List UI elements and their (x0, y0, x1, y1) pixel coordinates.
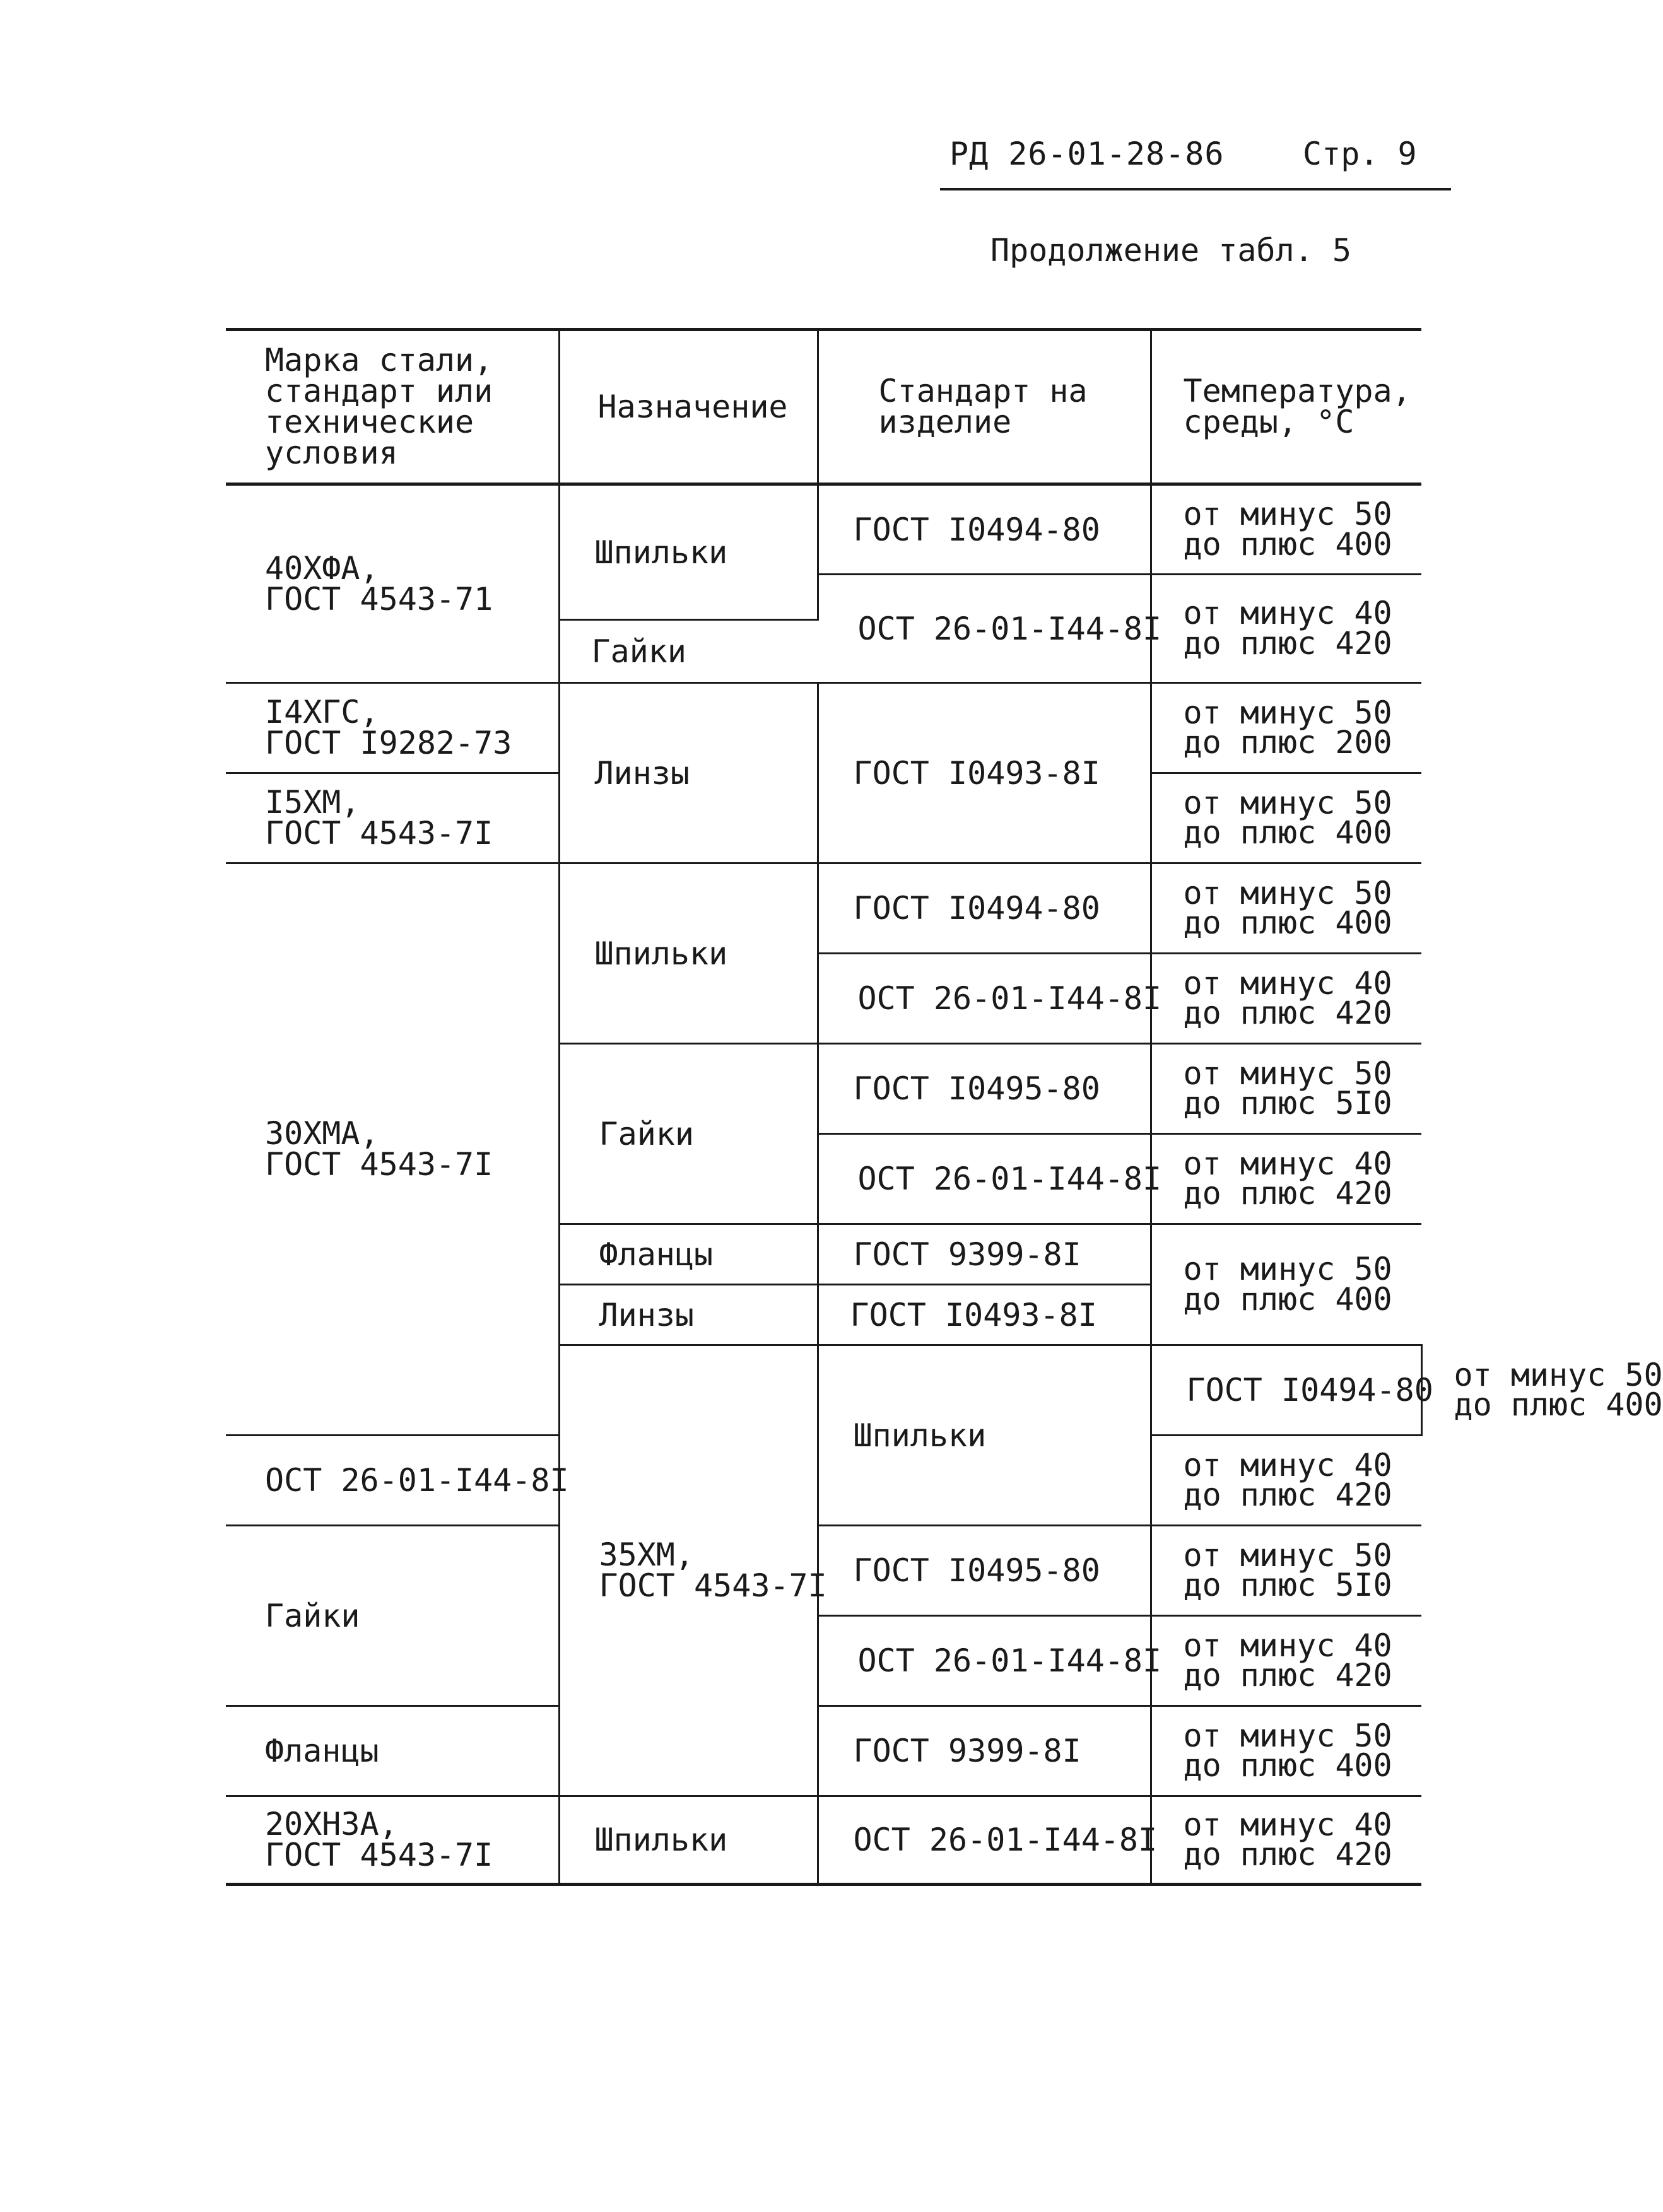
temperature-cell: от минус 40 до плюс 420 (1151, 954, 1421, 1044)
purpose-cell: Линзы (559, 1285, 818, 1345)
steel-grade-cell: I5ХМ, ГОСТ 4543-7I (226, 773, 559, 863)
purpose-cell: Шпильки (559, 1796, 818, 1885)
product-standard-cell: ГОСТ 9399-8I (818, 1224, 1151, 1285)
temperature-cell: от минус 50 до плюс 400 (1151, 1224, 1421, 1345)
document-code: РД 26-01-28-86 (949, 136, 1225, 172)
table-row (226, 484, 1421, 575)
temperature-cell: от минус 50 до плюс 5I0 (1151, 1044, 1421, 1134)
temperature-cell: от минус 50 до плюс 400 (1151, 1706, 1421, 1796)
temperature-cell: от минус 50 до плюс 400 (1151, 773, 1421, 863)
product-standard-cell: ГОСТ 9399-8I (818, 1706, 1151, 1796)
header-temperature: Температура, среды, °С (1151, 330, 1421, 484)
temperature-cell: от минус 40 до плюс 420 (1151, 1796, 1421, 1885)
table-header-row (226, 330, 1421, 484)
page-number: Стр. 9 (1303, 136, 1417, 172)
steel-grade-cell: 40ХФА, ГОСТ 4543-71 (226, 484, 559, 683)
purpose-cell: Гайки (226, 1526, 559, 1706)
purpose-cell: Шпильки (559, 484, 818, 620)
temperature-cell: от минус 50 до плюс 400 (1151, 484, 1421, 575)
temperature-cell: от минус 40 до плюс 420 (1151, 575, 1421, 683)
purpose-cell: Линзы (559, 683, 818, 863)
purpose-cell: Шпильки (559, 863, 818, 1044)
product-standard-cell: ОСТ 26-01-I44-8I (226, 1436, 559, 1526)
purpose-cell: Фланцы (559, 1224, 818, 1285)
purpose-cell: Гайки (559, 1044, 818, 1224)
header-purpose: Назначение (559, 330, 818, 484)
product-standard-cell: ГОСТ I0493-8I (818, 1285, 1151, 1345)
table-row: 35ХМ, ГОСТ 4543-7I Шпильки ГОСТ I0494-80 от минус 50 до плюс 400 (226, 1345, 1421, 1436)
product-standard-cell: ГОСТ I0494-80 (818, 484, 1151, 575)
product-standard-cell: ОСТ 26-01-I44-8I (818, 1134, 1151, 1224)
product-standard-cell: ГОСТ I0495-80 (818, 1526, 1151, 1616)
product-standard-cell: ГОСТ I0494-80 (818, 863, 1151, 954)
product-standard-cell: ОСТ 26-01-I44-8I (818, 954, 1151, 1044)
product-standard-cell: ГОСТ I0495-80 (818, 1044, 1151, 1134)
header-steel-grade: Марка стали, стандарт или технические условия (226, 330, 559, 484)
steel-grade-cell: 30ХМА, ГОСТ 4543-7I (226, 863, 559, 1436)
temperature-cell: от минус 50 до плюс 400 (1151, 863, 1421, 954)
temperature-cell: от минус 40 до плюс 420 (1151, 1616, 1421, 1706)
temperature-cell: от минус 40 до плюс 420 (1151, 1436, 1421, 1526)
product-standard-cell: ОСТ 26-01-I44-8I (818, 1796, 1151, 1885)
steel-grade-cell: 20ХН3А, ГОСТ 4543-7I (226, 1796, 559, 1885)
temperature-cell: от минус 50 до плюс 200 (1151, 683, 1421, 773)
steel-grade-cell: 35ХМ, ГОСТ 4543-7I (559, 1345, 818, 1796)
table-row (226, 1796, 1421, 1885)
table-row (226, 1706, 1421, 1796)
steel-table (226, 328, 1663, 1886)
product-standard-cell: ГОСТ I0494-80 (1151, 1345, 1421, 1436)
header-rule (940, 188, 1451, 190)
table-row (226, 683, 1421, 773)
purpose-cell: Фланцы (226, 1706, 559, 1796)
purpose-cell: Шпильки (818, 1345, 1151, 1526)
product-standard-cell: ОСТ 26-01-I44-8I (818, 1616, 1151, 1706)
temperature-cell: от минус 40 до плюс 420 (1151, 1134, 1421, 1224)
product-standard-cell: ОСТ 26-01-I44-8I (818, 575, 1151, 683)
product-standard-cell: ГОСТ I0493-8I (818, 683, 1151, 863)
steel-grade-cell: I4ХГС, ГОСТ I9282-73 (226, 683, 559, 773)
header-product-standard: Стандарт на изделие (818, 330, 1151, 484)
table-row (226, 863, 1421, 954)
temperature-cell: от минус 50 до плюс 5I0 (1151, 1526, 1421, 1616)
purpose-cell: Гайки (559, 620, 818, 683)
table-caption: Продолжение табл. 5 (990, 232, 1351, 269)
